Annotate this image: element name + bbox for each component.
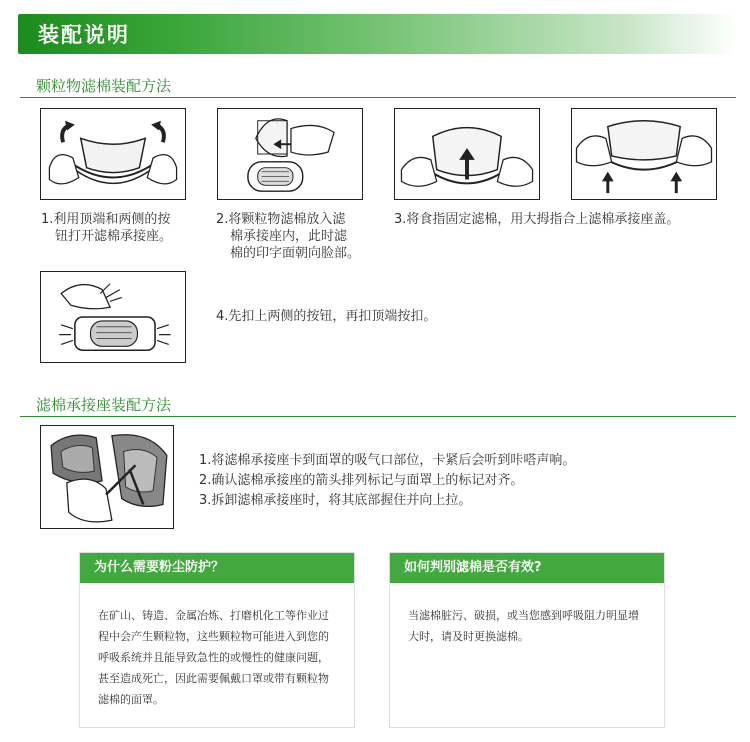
card-line: 滤棉的面罩。 [98, 693, 164, 706]
step2-caption-line3: 棉的印字面朝向脸部。 [230, 246, 361, 261]
holder-note-3: 3.拆卸滤棉承接座时，将其底部握住并向上拉。 [199, 493, 472, 508]
header-banner [18, 14, 736, 54]
step3-illustration [394, 108, 540, 200]
holder-note-2: 2.确认滤棉承接座的箭头排列标记与面罩上的标记对齐。 [199, 473, 524, 488]
attach-to-mask-drawing [41, 426, 173, 528]
step2-caption-line2: 棉承接座内，此时滤 [230, 229, 348, 244]
step4-caption-line1: 4.先扣上两侧的按钮，再扣顶端按扣。 [216, 309, 437, 324]
card-line: 在矿山、铸造、金属冶炼、打磨机化工等作业过 [98, 609, 329, 622]
card-line: 当滤棉脏污、破损，或当您感到呼吸阻力明显增 [408, 609, 639, 622]
filter-validity-card-title: 如何判别滤棉是否有效? [390, 553, 664, 583]
dust-protection-card-body [80, 583, 354, 710]
step2-caption-line1: 2.将颗粒物滤棉放入滤 [216, 212, 346, 227]
card-line: 程中会产生颗粒物，这些颗粒物可能进入到您的 [98, 630, 329, 643]
card-line: 甚至造成死亡，因此需要佩戴口罩或带有颗粒物 [98, 672, 329, 685]
section-divider [20, 97, 736, 98]
card-line: 呼吸系统并且能导致急性的或慢性的健康问题， [98, 651, 329, 664]
step3-caption [394, 211, 679, 228]
step4-illustration [40, 271, 186, 363]
section-title-filter-assembly: 颗粒物滤棉装配方法 [36, 77, 172, 95]
holder-attach-illustration [40, 425, 174, 529]
step1-illustration [40, 108, 186, 200]
insert-filter-drawing [218, 109, 362, 199]
step4-caption [216, 308, 436, 325]
card-line: 大时，请及时更换滤棉。 [408, 630, 529, 643]
open-holder-drawing [41, 109, 185, 199]
filter-validity-card [389, 552, 665, 728]
dust-protection-card-title: 为什么需要粉尘防护？ [80, 553, 354, 583]
holder-note-1: 1.将滤棉承接座卡到面罩的吸气口部位，卡紧后会听到咔嗒声响。 [199, 453, 576, 468]
page-title: 装配说明 [38, 23, 130, 47]
step3-caption-line1: 3.将食指固定滤棉，用大拇指合上滤棉承接座盖。 [394, 212, 680, 227]
snap-buttons-drawing [41, 272, 185, 362]
press-holder-drawing [572, 109, 716, 199]
step1-caption-line1: 1.利用顶端和两侧的按 [41, 212, 171, 227]
step2-caption [216, 211, 360, 262]
step2-illustration [217, 108, 363, 200]
filter-validity-card-body [390, 583, 664, 647]
dust-protection-card [79, 552, 355, 728]
close-lid-drawing [395, 109, 539, 199]
section-divider-2 [20, 416, 736, 417]
step3b-illustration [571, 108, 717, 200]
section-title-holder-assembly: 滤棉承接座装配方法 [36, 396, 172, 414]
step1-caption-line2: 钮打开滤棉承接座。 [55, 229, 173, 244]
step1-caption [41, 211, 172, 245]
